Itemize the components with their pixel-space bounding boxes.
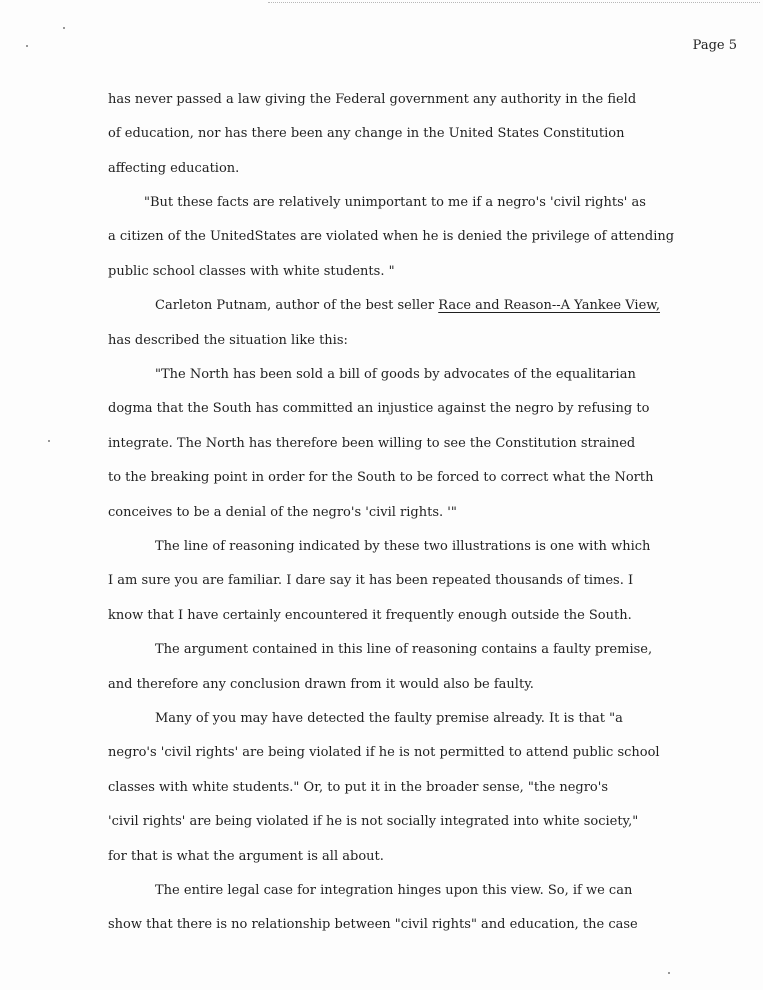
text-line: conceives to be a denial of the negro's 'civil rights. '" — [108, 505, 457, 520]
text-line: has never passed a law giving the Federal government any authority in the field — [108, 92, 637, 107]
text-line: show that there is no relationship between "civil rights" and education, the case — [108, 917, 638, 932]
text-line: 'civil rights' are being violated if he is not socially integrated into white society," — [108, 814, 639, 829]
scan-speck — [48, 440, 50, 442]
text-line: affecting education. — [108, 161, 240, 176]
text-line: has described the situation like this: — [108, 333, 348, 348]
text-line: "The North has been sold a bill of goods by advocates of the equalitarian — [155, 367, 636, 382]
scan-speck — [63, 27, 65, 29]
text-line: know that I have certainly encountered it frequently enough outside the South. — [108, 608, 632, 623]
text-line: of education, nor has there been any change in the United States Constitution — [108, 126, 625, 141]
text-line: Many of you may have detected the faulty premise already. It is that "a — [155, 711, 623, 726]
text-line: I am sure you are familiar. I dare say it has been repeated thousands of times. I — [108, 573, 634, 588]
text-fragment: Carleton Putnam, author of the best seller — [155, 298, 439, 313]
text-line: to the breaking point in order for the South to be forced to correct what the North — [108, 470, 654, 485]
scan-speck — [668, 972, 670, 974]
text-line: The line of reasoning indicated by these two illustrations is one with which — [155, 539, 651, 554]
scan-speck — [26, 45, 28, 47]
text-line: for that is what the argument is all about. — [108, 849, 384, 864]
text-line: a citizen of the UnitedStates are violated when he is denied the privilege of attending — [108, 229, 675, 244]
text-line — [155, 298, 660, 314]
text-line: public school classes with white students. " — [108, 264, 395, 279]
top-dotted-rule — [268, 2, 760, 3]
text-line: negro's 'civil rights' are being violated if he is not permitted to attend public school — [108, 745, 660, 760]
text-line: integrate. The North has therefore been willing to see the Constitution strained — [108, 436, 636, 451]
text-line: The argument contained in this line of reasoning contains a faulty premise, — [155, 642, 653, 657]
text-line: dogma that the South has committed an injustice against the negro by refusing to — [108, 401, 650, 416]
book-title: Race and Reason--A Yankee View, — [438, 298, 660, 313]
text-line: "But these facts are relatively unimportant to me if a negro's 'civil rights' as — [144, 195, 646, 210]
text-line: and therefore any conclusion drawn from it would also be faulty. — [108, 677, 534, 692]
text-line: classes with white students." Or, to put it in the broader sense, "the negro's — [108, 780, 609, 795]
text-line: The entire legal case for integration hinges upon this view. So, if we can — [155, 883, 633, 898]
page-number: Page 5 — [692, 38, 737, 53]
